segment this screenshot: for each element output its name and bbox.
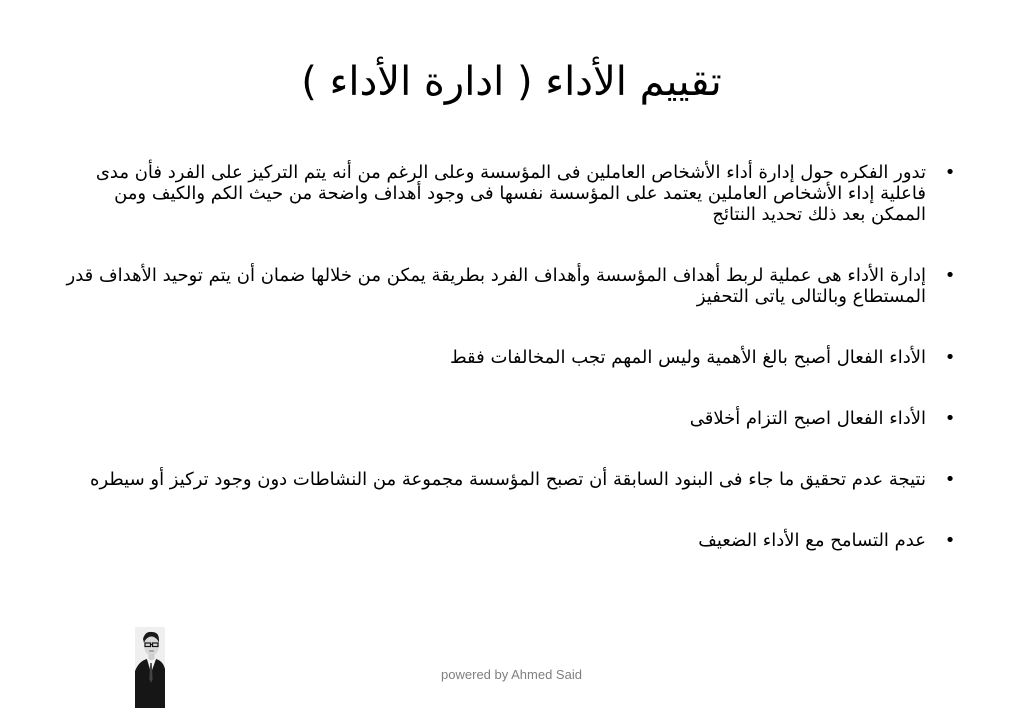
bullet-item <box>58 265 958 307</box>
bullet-item <box>58 530 958 551</box>
bullet-text: تدور الفكره حول إدارة أداء الأشخاص العاملين فى المؤسسة وعلى الرغم من أنه يتم التركيز على الفرد فأن مدى فاعلية إداء الأشخاص العاملين يعتمد على المؤسسة نفسها فى وجود أهداف واضحة من حيث الكم والكيف ومن الممكن بعد ذلك تحديد النتائج <box>95 162 926 225</box>
bullet-dot-icon: • <box>944 265 956 286</box>
bullet-item <box>58 408 958 429</box>
bullet-text: عدم التسامح مع الأداء الضعيف <box>698 530 926 551</box>
bullet-text: الأداء الفعال اصبح التزام أخلاقى <box>689 408 926 429</box>
bullet-dot-icon: • <box>944 530 956 551</box>
bullet-dot-icon: • <box>944 347 956 368</box>
bullet-text: إدارة الأداء هى عملية لربط أهداف المؤسسة وأهداف الفرد بطريقة يمكن من خلالها ضمان أن يتم توحيد الأهداف قدر المستطاع وبالتالى ياتى التحفيز <box>66 265 926 307</box>
bullet-item <box>58 469 958 490</box>
footer-credit: powered by Ahmed Said <box>441 667 582 682</box>
bullet-dot-icon: • <box>944 469 956 490</box>
bullet-list <box>58 162 958 551</box>
bullet-dot-icon: • <box>944 162 956 183</box>
bullet-dot-icon: • <box>944 408 956 429</box>
bullet-text: نتيجة عدم تحقيق ما جاء فى البنود السابقة أن تصبح المؤسسة مجموعة من النشاطات دون وجود تركيز أو سيطره <box>90 469 926 490</box>
bullet-text: الأداء الفعال أصبح بالغ الأهمية وليس المهم تجب المخالفات فقط <box>449 347 926 368</box>
bullet-item <box>58 162 958 225</box>
bullet-item <box>58 347 958 368</box>
slide-title: تقييم الأداء ( ادارة الأداء ) <box>301 59 722 105</box>
